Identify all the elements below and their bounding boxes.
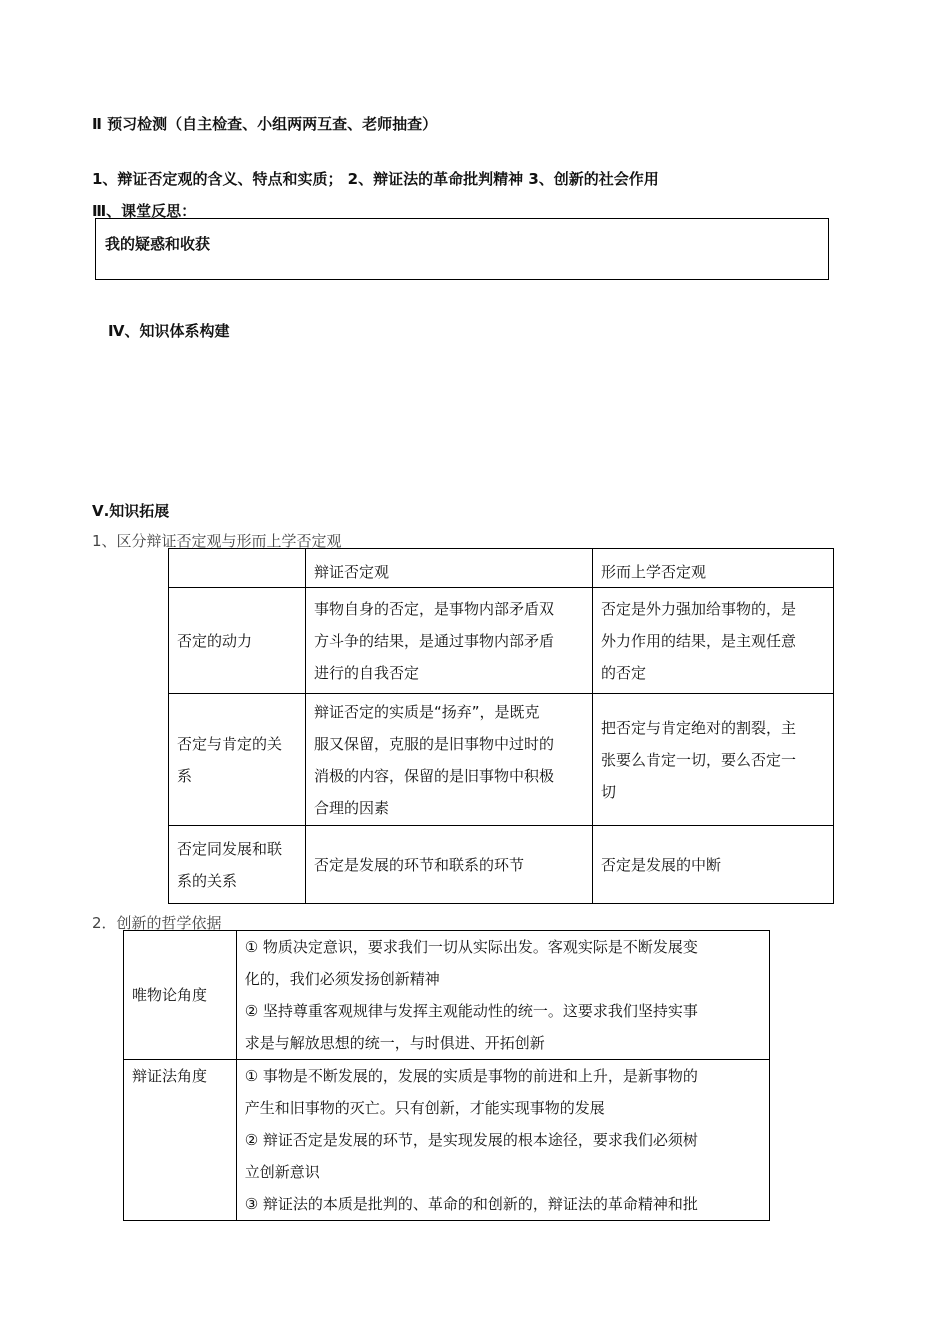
cell-line: ① 物质决定意识，要求我们一切从实际出发。客观实际是不断发展变 xyxy=(244,938,698,956)
cell-line: ② 辩证否定是发展的环节，是实现发展的根本途径，要求我们必须树 xyxy=(244,1131,698,1149)
cell-line: 进行的自我否定 xyxy=(314,663,420,682)
cell-line: ② 坚持尊重客观规律与发挥主观能动性的统一。这要求我们坚持实事 xyxy=(244,1002,698,1020)
table-row xyxy=(124,931,770,1060)
negation-comparison-table xyxy=(168,548,834,904)
cell-line: 系的关系 xyxy=(177,871,238,890)
cell-line: 否定是外力强加给事物的，是 xyxy=(601,599,797,618)
cell-line: 化的，我们必须发扬创新精神 xyxy=(244,970,440,988)
table-header-cell: 辩证否定观 xyxy=(306,549,593,588)
metaphysic-cell xyxy=(593,694,834,826)
metaphysic-cell xyxy=(593,588,834,694)
cell-line: 事物自身的否定，是事物内部矛盾双 xyxy=(314,599,555,618)
dialectic-cell xyxy=(306,694,593,826)
cell-line: 的否定 xyxy=(601,663,647,682)
cell-line: 方斗争的结果，是通过事物内部矛盾 xyxy=(314,631,555,650)
cell-line: 求是与解放思想的统一，与时俱进、开拓创新 xyxy=(244,1034,545,1052)
row-label: 辩证法角度 xyxy=(124,1060,237,1221)
metaphysic-cell xyxy=(593,826,834,904)
cell-line: 立创新意识 xyxy=(244,1163,320,1181)
cell-line: 切 xyxy=(601,782,617,801)
cell-line: 外力作用的结果，是主观任意 xyxy=(601,631,797,650)
cell-line: 辩证否定的实质是“扬弃”，是既克 xyxy=(314,702,540,721)
cell-line: 产生和旧事物的灭亡。只有创新，才能实现事物的发展 xyxy=(244,1099,605,1117)
innovation-basis-table xyxy=(123,930,770,1221)
table-row xyxy=(169,694,834,826)
cell-line: ① 事物是不断发展的，发展的实质是事物的前进和上升，是新事物的 xyxy=(244,1067,698,1085)
section5-sub1: 1、区分辩证否定观与形而上学否定观 xyxy=(92,532,342,550)
section4-heading: Ⅳ、知识体系构建 xyxy=(108,322,230,340)
cell-line: ③ 辩证法的本质是批判的、革命的和创新的，辩证法的革命精神和批 xyxy=(244,1195,698,1213)
row-label: 唯物论角度 xyxy=(124,931,237,1060)
content-cell xyxy=(236,1060,769,1221)
cell-line: 系 xyxy=(177,766,193,785)
table-header-cell: 形而上学否定观 xyxy=(593,549,834,588)
row-label xyxy=(169,588,306,694)
cell-line: 否定同发展和联 xyxy=(177,839,283,858)
content-cell xyxy=(236,931,769,1060)
table-header-cell xyxy=(169,549,306,588)
table-row xyxy=(169,826,834,904)
dialectic-cell xyxy=(306,826,593,904)
section2-items: 1、辩证否定观的含义、特点和实质； 2、辩证法的革命批判精神 3、创新的社会作用 xyxy=(92,170,659,188)
row-label xyxy=(169,826,306,904)
table-header-row xyxy=(169,549,834,588)
cell-line: 否定与肯定的关 xyxy=(177,734,283,753)
cell-line: 服又保留，克服的是旧事物中过时的 xyxy=(314,734,555,753)
cell-line: 否定是发展的中断 xyxy=(601,855,722,874)
row-label-text: 否定的动力 xyxy=(177,631,253,650)
section5-sub2: 2．创新的哲学依据 xyxy=(92,914,222,932)
cell-line: 否定是发展的环节和联系的环节 xyxy=(314,855,525,874)
cell-line: 消极的内容，保留的是旧事物中积极 xyxy=(314,766,555,785)
section3-heading: Ⅲ、课堂反思： xyxy=(92,202,197,220)
table-row xyxy=(124,1060,770,1221)
reflection-box-label: 我的疑惑和收获 xyxy=(105,235,211,253)
table-row xyxy=(169,588,834,694)
dialectic-cell xyxy=(306,588,593,694)
cell-line: 合理的因素 xyxy=(314,798,390,817)
section2-heading: Ⅱ 预习检测（自主检查、小组两两互查、老师抽查） xyxy=(92,115,438,133)
section5-heading: Ⅴ.知识拓展 xyxy=(92,502,170,520)
reflection-box xyxy=(95,218,829,280)
cell-line: 张要么肯定一切，要么否定一 xyxy=(601,750,797,769)
row-label xyxy=(169,694,306,826)
cell-line: 把否定与肯定绝对的割裂，主 xyxy=(601,718,797,737)
